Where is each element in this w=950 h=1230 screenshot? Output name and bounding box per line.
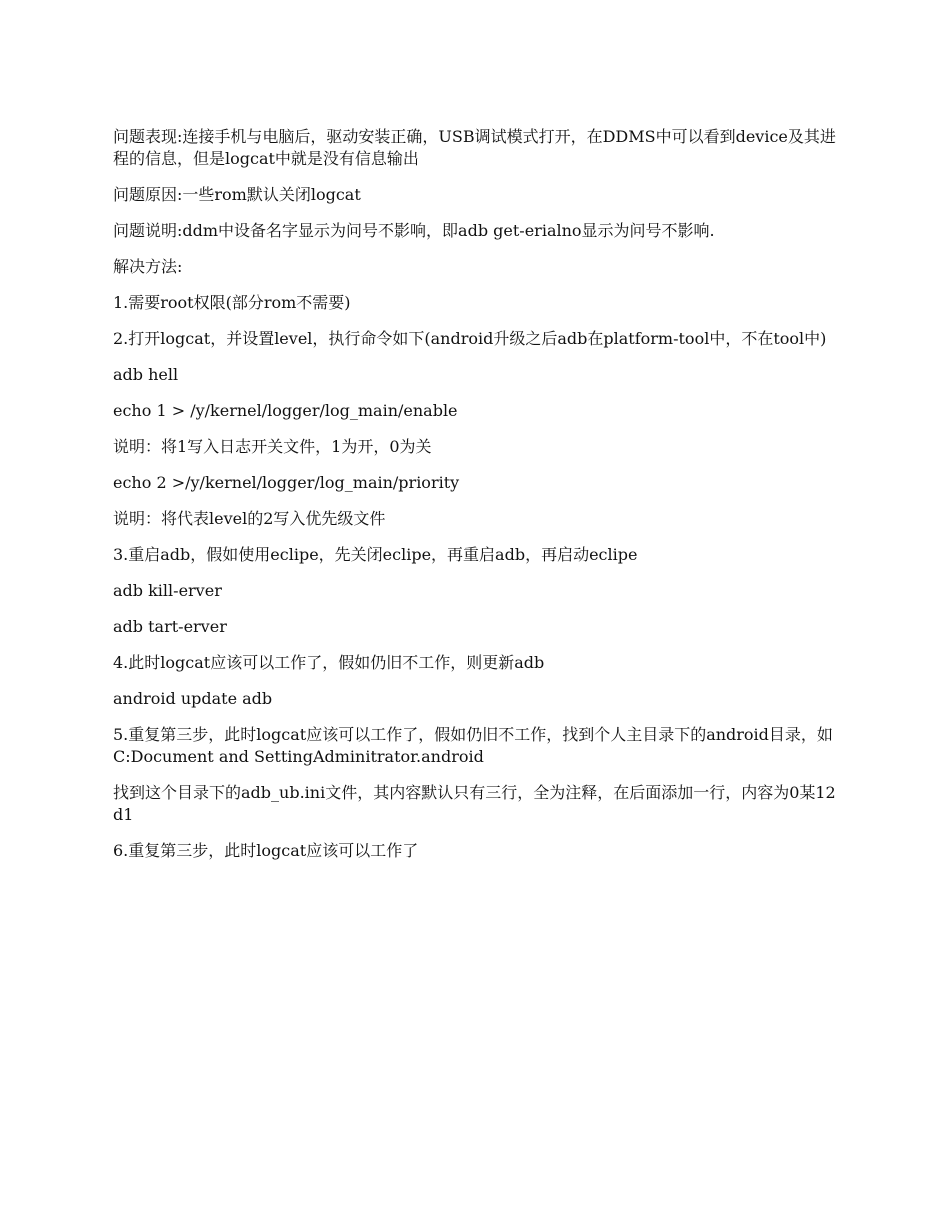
paragraph-ini-instructions: 找到这个目录下的adb_ub.ini文件，其内容默认只有三行，全为注释，在后面添加一行，内容为0某12d1 [113, 783, 836, 824]
paragraph-command-enable: echo 1 > /y/kernel/logger/log_main/enable [113, 401, 458, 420]
paragraph-cause: 问题原因:一些rom默认关闭logcat [113, 185, 361, 204]
paragraph-step-5: 5.重复第三步，此时logcat应该可以工作了，假如仍旧不工作，找到个人主目录下的android目录，如C:Document and SettingAdminitrator.android [113, 725, 833, 766]
paragraph-command-start-server: adb tart-erver [113, 617, 227, 636]
paragraph-command-update-adb: android update adb [113, 689, 273, 708]
paragraph-symptom: 问题表现:连接手机与电脑后，驱动安装正确，USB调试模式打开，在DDMS中可以看到device及其进程的信息，但是logcat中就是没有信息输出 [113, 127, 836, 168]
paragraph-step-6: 6.重复第三步，此时logcat应该可以工作了 [113, 841, 419, 860]
paragraph-step-3: 3.重启adb，假如使用eclipe，先关闭eclipe，再重启adb，再启动eclipe [113, 545, 638, 564]
paragraph-command-priority: echo 2 >/y/kernel/logger/log_main/priority [113, 473, 460, 492]
paragraph-command-kill-server: adb kill-erver [113, 581, 222, 600]
paragraph-command-shell: adb hell [113, 365, 179, 384]
document-body [113, 126, 841, 876]
paragraph-note: 问题说明:ddm中设备名字显示为问号不影响，即adb get-erialno显示为问号不影响. [113, 221, 715, 240]
paragraph-step-2: 2.打开logcat，并设置level，执行命令如下(android升级之后adb在platform-tool中，不在tool中) [113, 329, 827, 348]
paragraph-solution-heading: 解决方法: [113, 257, 183, 276]
paragraph-explain-priority: 说明：将代表level的2写入优先级文件 [113, 509, 386, 528]
paragraph-explain-enable: 说明：将1写入日志开关文件，1为开，0为关 [113, 437, 432, 456]
paragraph-step-4: 4.此时logcat应该可以工作了，假如仍旧不工作，则更新adb [113, 653, 545, 672]
paragraph-step-1: 1.需要root权限(部分rom不需要) [113, 293, 351, 312]
